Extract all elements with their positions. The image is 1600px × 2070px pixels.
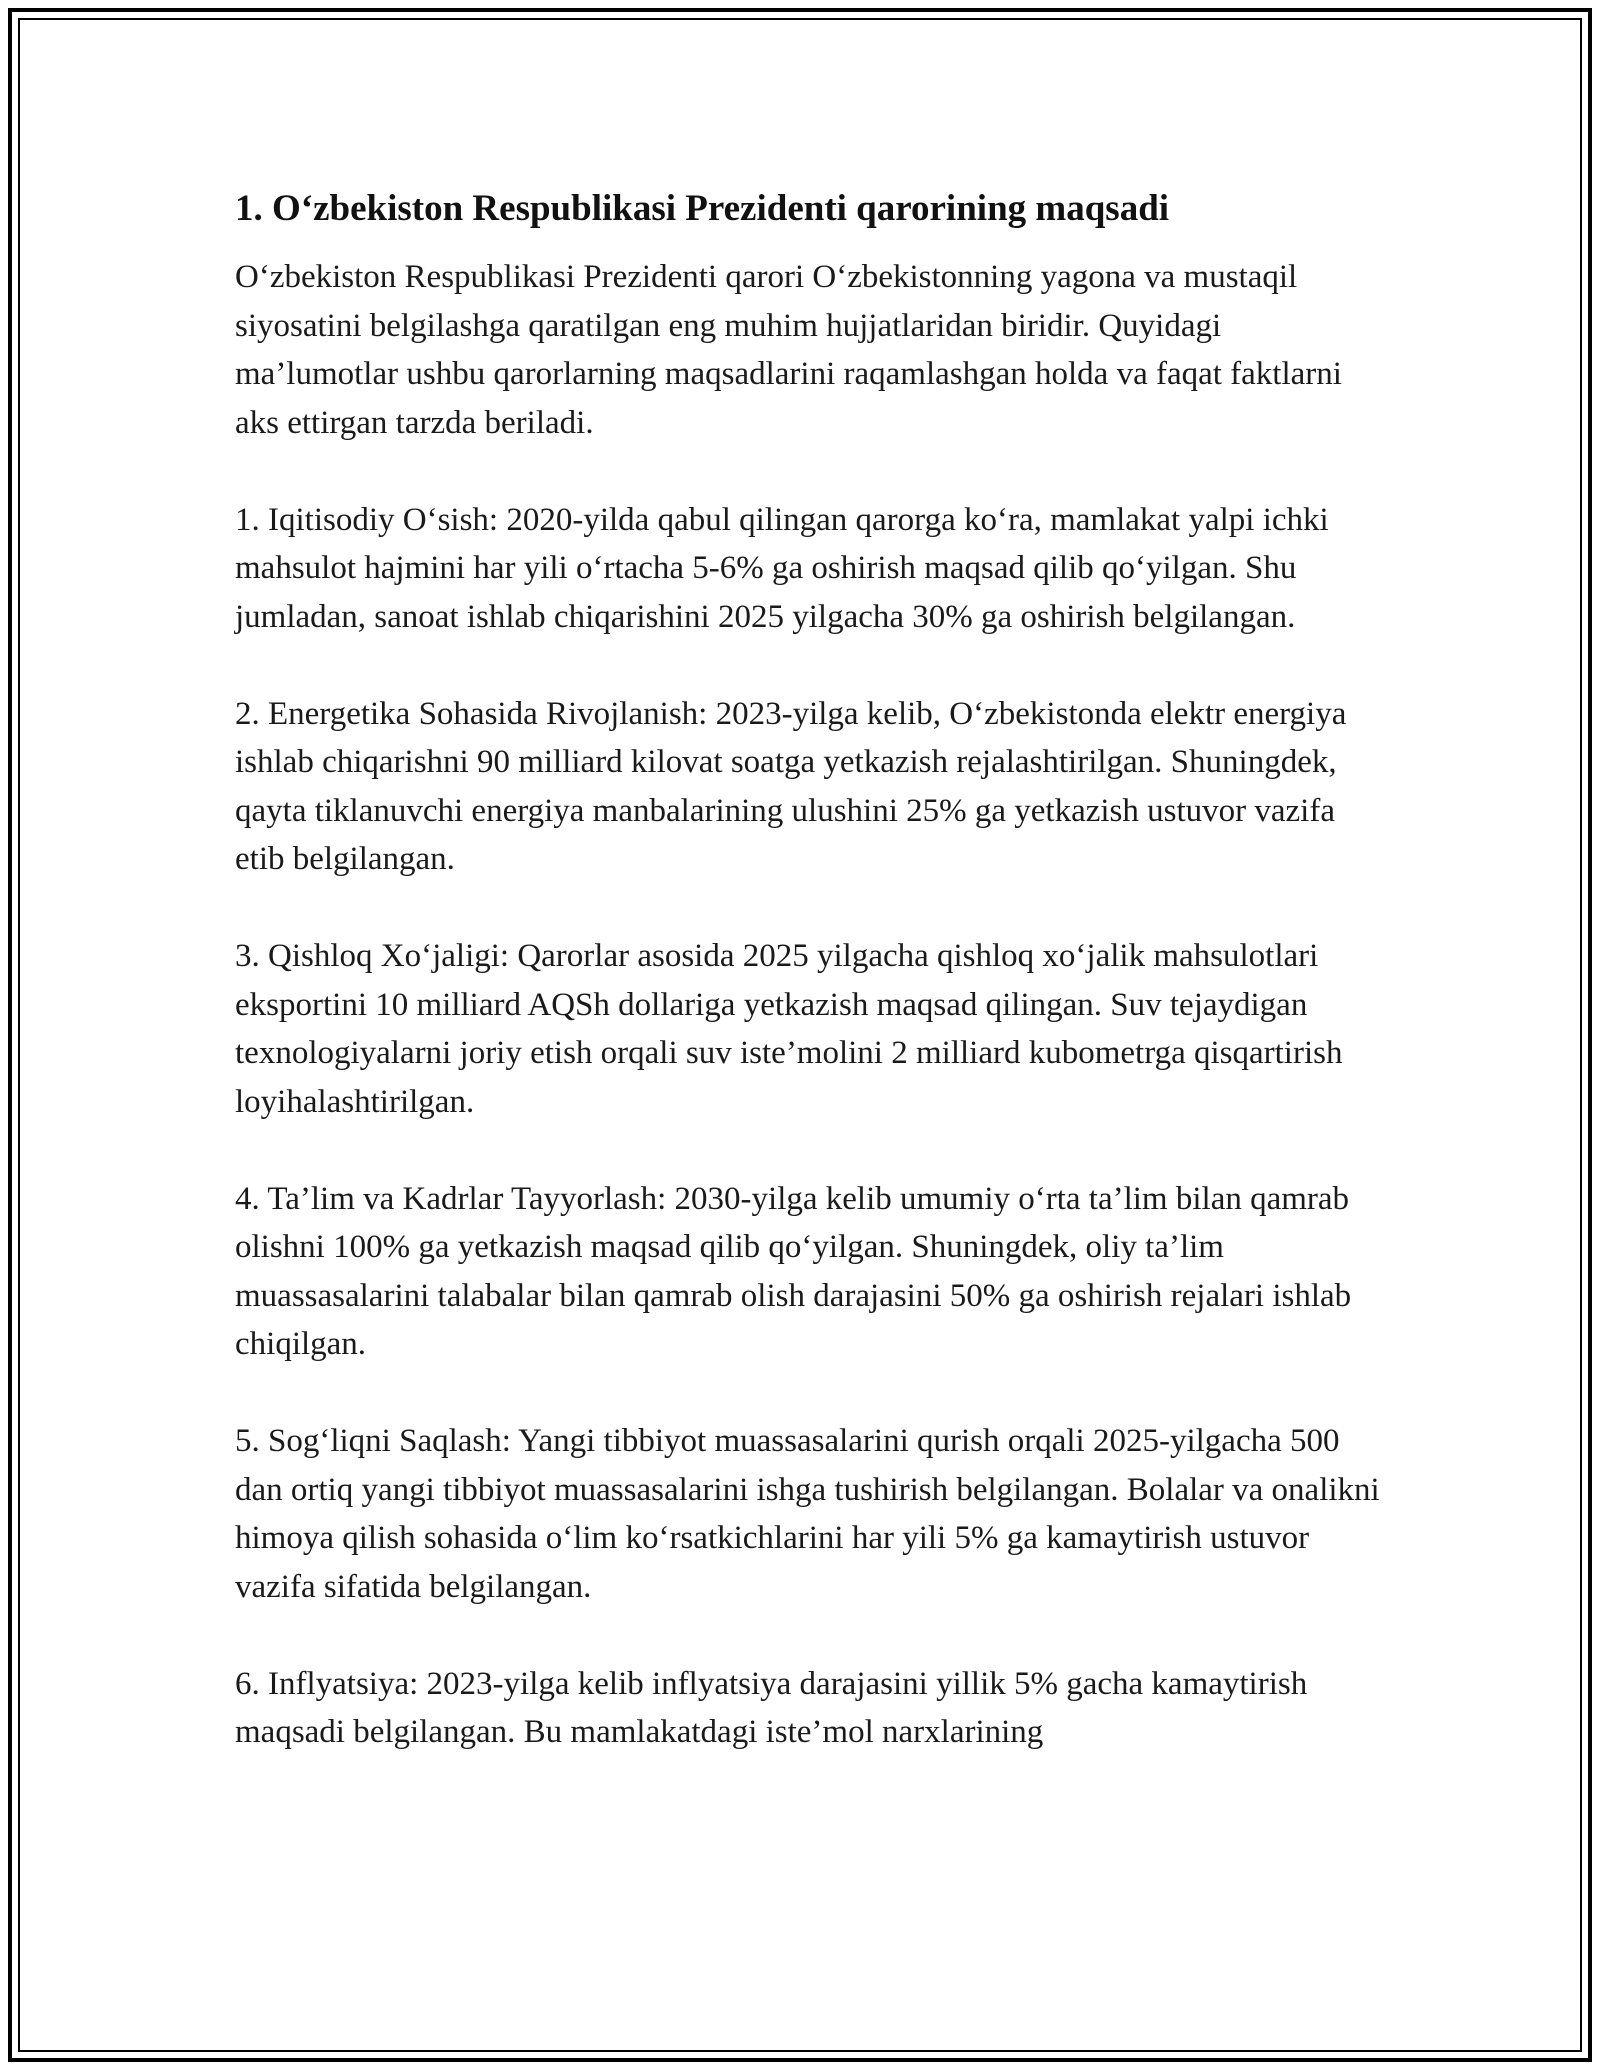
paragraph-inflation: 6. Inflyatsiya: 2023-yilga kelib inflyatsiya darajasini yillik 5% gacha kamaytirish maqsadi belgilangan. Bu mamlakatdagi iste’mol narxlarining [235, 1665, 1308, 1750]
document-body [235, 253, 1385, 1757]
paragraph-healthcare: 5. Sog‘liqni Saqlash: Yangi tibbiyot muassasalarini qurish orqali 2025-yilgacha 500 dan ortiq yangi tibbiyot muassasalarini ishga tushirish belgilangan. Bolalar va onalikni himoya qilish sohasida o‘lim ko‘rsatkichlarini har yili 5% ga kamaytirish ustuvor vazifa sifatida belgilangan. [235, 1423, 1380, 1605]
paragraph-energy: 2. Energetika Sohasida Rivojlanish: 2023-yilga kelib, O‘zbekistonda elektr energiya ishlab chiqarishni 90 milliard kilovat soatga yetkazish rejalashtirilgan. Shuningdek, qayta tiklanuvchi energiya manbalarining ulushini 25% ga yetkazish ustuvor vazifa etib belgilangan. [235, 695, 1347, 877]
paragraph-education: 4. Ta’lim va Kadrlar Tayyorlash: 2030-yilga kelib umumiy o‘rta ta’lim bilan qamrab olishni 100% ga yetkazish maqsad qilib qo‘yilgan. Shuningdek, oliy ta’lim muassasalarini talabalar bilan qamrab olish darajasini 50% ga oshirish rejalari ishlab chiqilgan. [235, 1180, 1352, 1362]
intro-paragraph: O‘zbekiston Respublikasi Prezidenti qarori O‘zbekistonning yagona va mustaqil siyosatini belgilashga qaratilgan eng muhim hujjatlaridan biridir. Quyidagi ma’lumotlar ushbu qarorlarning maqsadlarini raqamlashgan holda va faqat faktlarni aks ettirgan tarzda beriladi. [235, 259, 1342, 441]
document-heading: 1. O‘zbekiston Respublikasi Prezidenti qarorining maqsadi [235, 188, 1170, 229]
paragraph-economic-growth: 1. Iqitisodiy O‘sish: 2020-yilda qabul qilingan qarorga ko‘ra, mamlakat yalpi ichki mahsulot hajmini har yili o‘rtacha 5-6% ga oshirish maqsad qilib qo‘yilgan. Shu jumladan, sanoat ishlab chiqarishini 2025 yilgacha 30% ga oshirish belgilangan. [235, 501, 1329, 635]
document-page [235, 185, 1385, 1757]
paragraph-agriculture: 3. Qishloq Xo‘jaligi: Qarorlar asosida 2025 yilgacha qishloq xo‘jalik mahsulotlari eksportini 10 milliard AQSh dollariga yetkazish maqsad qilingan. Suv tejaydigan texnologiyalarni joriy etish orqali suv iste’molini 2 milliard kubometrga qisqartirish loyihalashtirilgan. [235, 938, 1343, 1120]
